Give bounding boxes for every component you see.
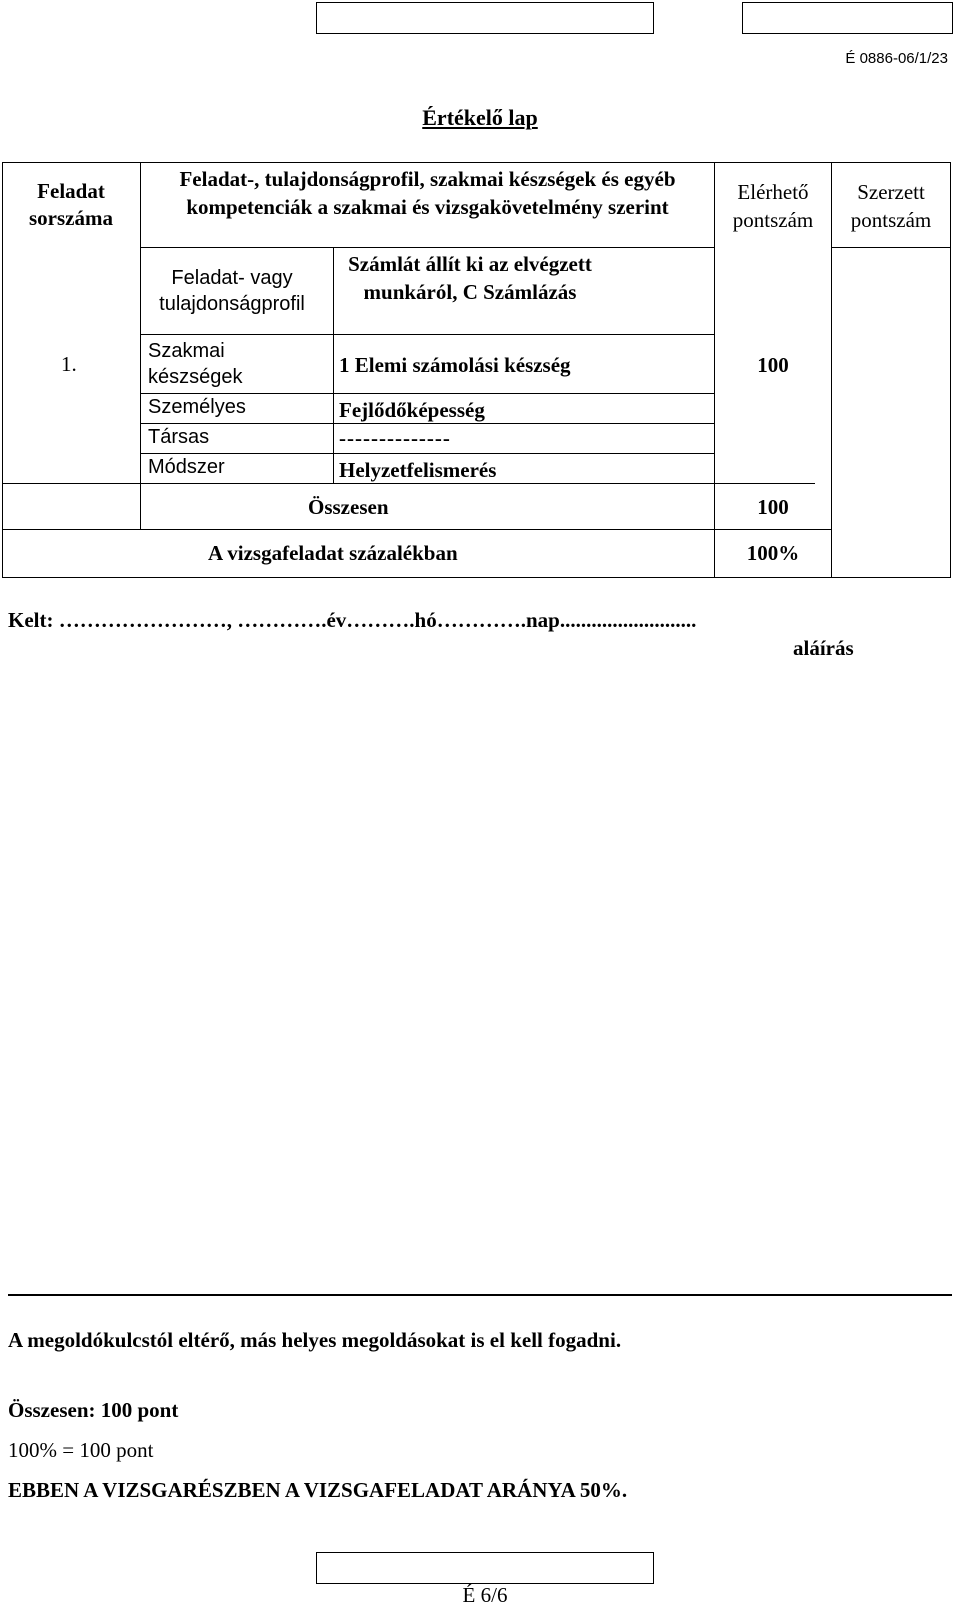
document-code: É 0886-06/1/23 — [845, 50, 948, 67]
total-points-note: Összesen: 100 pont — [8, 1398, 179, 1422]
equivalence-note: 100% = 100 pont — [8, 1438, 154, 1462]
signature-label: aláírás — [793, 636, 854, 660]
header-code-box-right — [742, 2, 953, 34]
row-social-label: Társas — [148, 426, 210, 448]
row-personal-value: Fejlődőképesség — [339, 398, 485, 422]
row-skills-value: 1 Elemi számolási készség — [339, 353, 571, 377]
row-skills-label: Szakmai készségek — [148, 340, 243, 388]
ratio-note: EBBEN A VIZSGARÉSZBEN A VIZSGAFELADAT ARÁNYA 50%. — [8, 1478, 628, 1502]
col-profile-header: Feladat-, tulajdonságprofil, szakmai készségek és egyéb kompetenciák a szakmai és vizsgakövetelmény szerint — [179, 167, 676, 219]
page-title: Értékelő lap — [422, 105, 538, 130]
total-points: 100 — [757, 495, 789, 519]
row-social-value: -------------- — [339, 426, 451, 450]
row-profile-value: Számlát állít ki az elvégzett munkáról, C Számlázás — [348, 252, 592, 304]
footer-box — [316, 1552, 654, 1584]
col-task-number-header: Feladat sorszáma — [29, 179, 113, 230]
accept-note: A megoldókulcstól eltérő, más helyes megoldásokat is el kell fogadni. — [8, 1328, 622, 1352]
row-method-value: Helyzetfelismerés — [339, 458, 497, 482]
total-label: Összesen — [308, 495, 389, 519]
notes-divider — [8, 1294, 952, 1296]
percent-label: A vizsgafeladat százalékban — [208, 541, 458, 565]
row-profile-label: Feladat- vagy tulajdonságprofil — [159, 267, 305, 315]
date-line: Kelt: ……………………, ………….év……….hó………….nap.......................... — [8, 608, 697, 632]
row-personal-label: Személyes — [148, 396, 246, 418]
task-number: 1. — [61, 352, 77, 376]
header-code-box-left — [316, 2, 654, 34]
page-number: É 6/6 — [462, 1583, 508, 1607]
achievable-points: 100 — [757, 353, 789, 377]
percent-value: 100% — [746, 541, 800, 565]
col-achievable-header: Elérhető pontszám — [732, 180, 814, 232]
row-method-label: Módszer — [148, 456, 225, 478]
col-obtained-header: Szerzett pontszám — [850, 180, 932, 232]
